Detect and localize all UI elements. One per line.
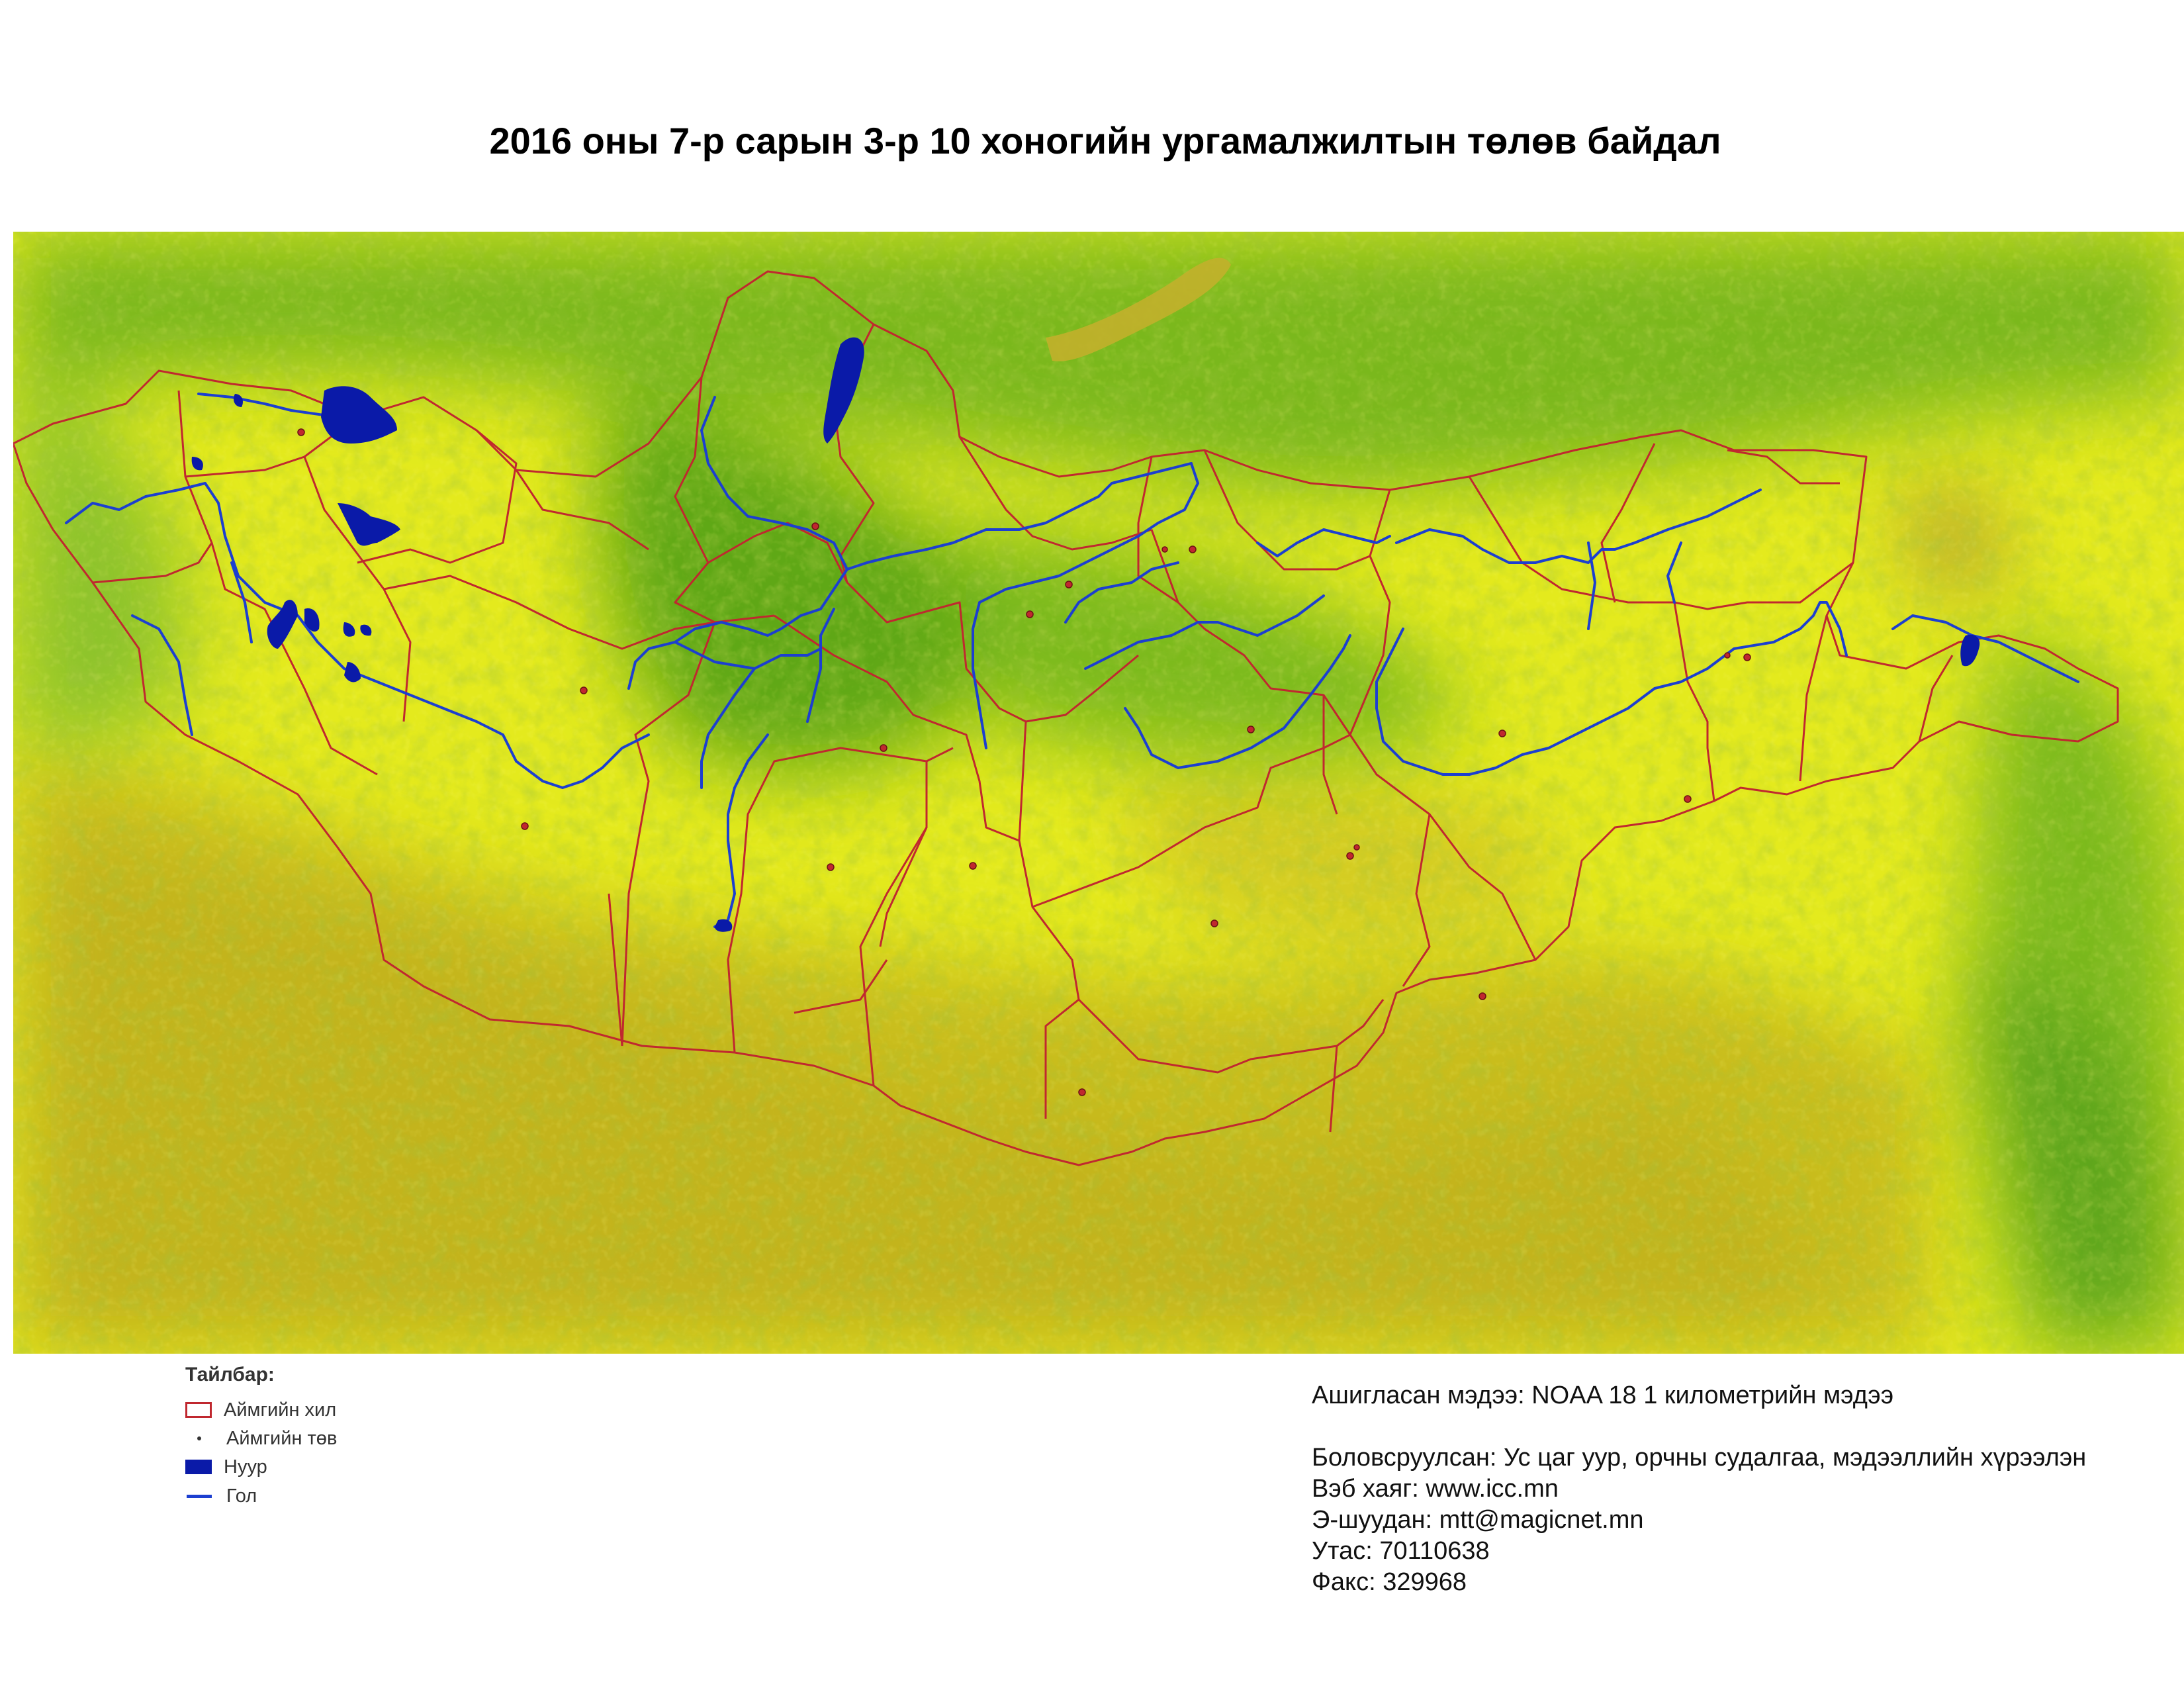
legend-label: Аймгийн хил (224, 1399, 337, 1421)
email: Э-шуудан: mtt@magicnet.mn (1312, 1506, 1644, 1534)
province-center (1744, 654, 1751, 661)
province-center (1162, 547, 1167, 552)
province-center (1347, 853, 1353, 859)
province-center (1479, 993, 1486, 1000)
province-center (1354, 845, 1359, 850)
info-block (1312, 1380, 2172, 1598)
province-center (880, 745, 887, 751)
province-center (1499, 730, 1506, 737)
legend-label: Аймгийн төв (226, 1427, 338, 1449)
map-title: 2016 оны 7-р сарын 3-р 10 хоногийн ургамалжилтын төлөв байдал (489, 120, 1721, 162)
province-center (812, 523, 819, 530)
province-center (1248, 726, 1254, 733)
province-center (970, 863, 976, 869)
province-center (1189, 546, 1196, 553)
legend-label: Гол (226, 1485, 257, 1507)
data-source: Ашигласан мэдээ: NOAA 18 1 километрийн мэдээ (1312, 1382, 1894, 1409)
website: Вэб хаяг: www.icc.mn (1312, 1475, 1559, 1503)
province-border-symbol (185, 1402, 212, 1418)
province-center (1079, 1089, 1085, 1096)
vegetation-map[interactable] (13, 232, 2184, 1354)
legend-item-river (185, 1483, 257, 1509)
river-symbol (185, 1486, 214, 1506)
province-center-symbol (185, 1429, 214, 1448)
legend-title: Тайлбар: (185, 1364, 275, 1385)
province-center (1066, 581, 1072, 588)
province-center (522, 823, 528, 829)
legend-item-lake (185, 1454, 267, 1480)
province-center (298, 429, 304, 436)
legend-item-province-border (185, 1397, 336, 1423)
province-center (1725, 653, 1730, 658)
province-center (827, 864, 834, 870)
legend-item-province-center (185, 1425, 337, 1452)
processed-by: Боловсруулсан: Ус цаг уур, орчны судалгаа, мэдээллийн хүрээлэн (1312, 1444, 2087, 1472)
phone: Утас: 70110638 (1312, 1537, 1490, 1565)
province-center (1026, 611, 1033, 618)
province-center (580, 687, 587, 694)
province-center (1211, 920, 1218, 927)
lake-symbol (185, 1460, 212, 1474)
fax: Факс: 329968 (1312, 1568, 1467, 1596)
province-center (1684, 796, 1691, 802)
legend-label: Нуур (224, 1456, 267, 1477)
map-legend (159, 1364, 503, 1562)
